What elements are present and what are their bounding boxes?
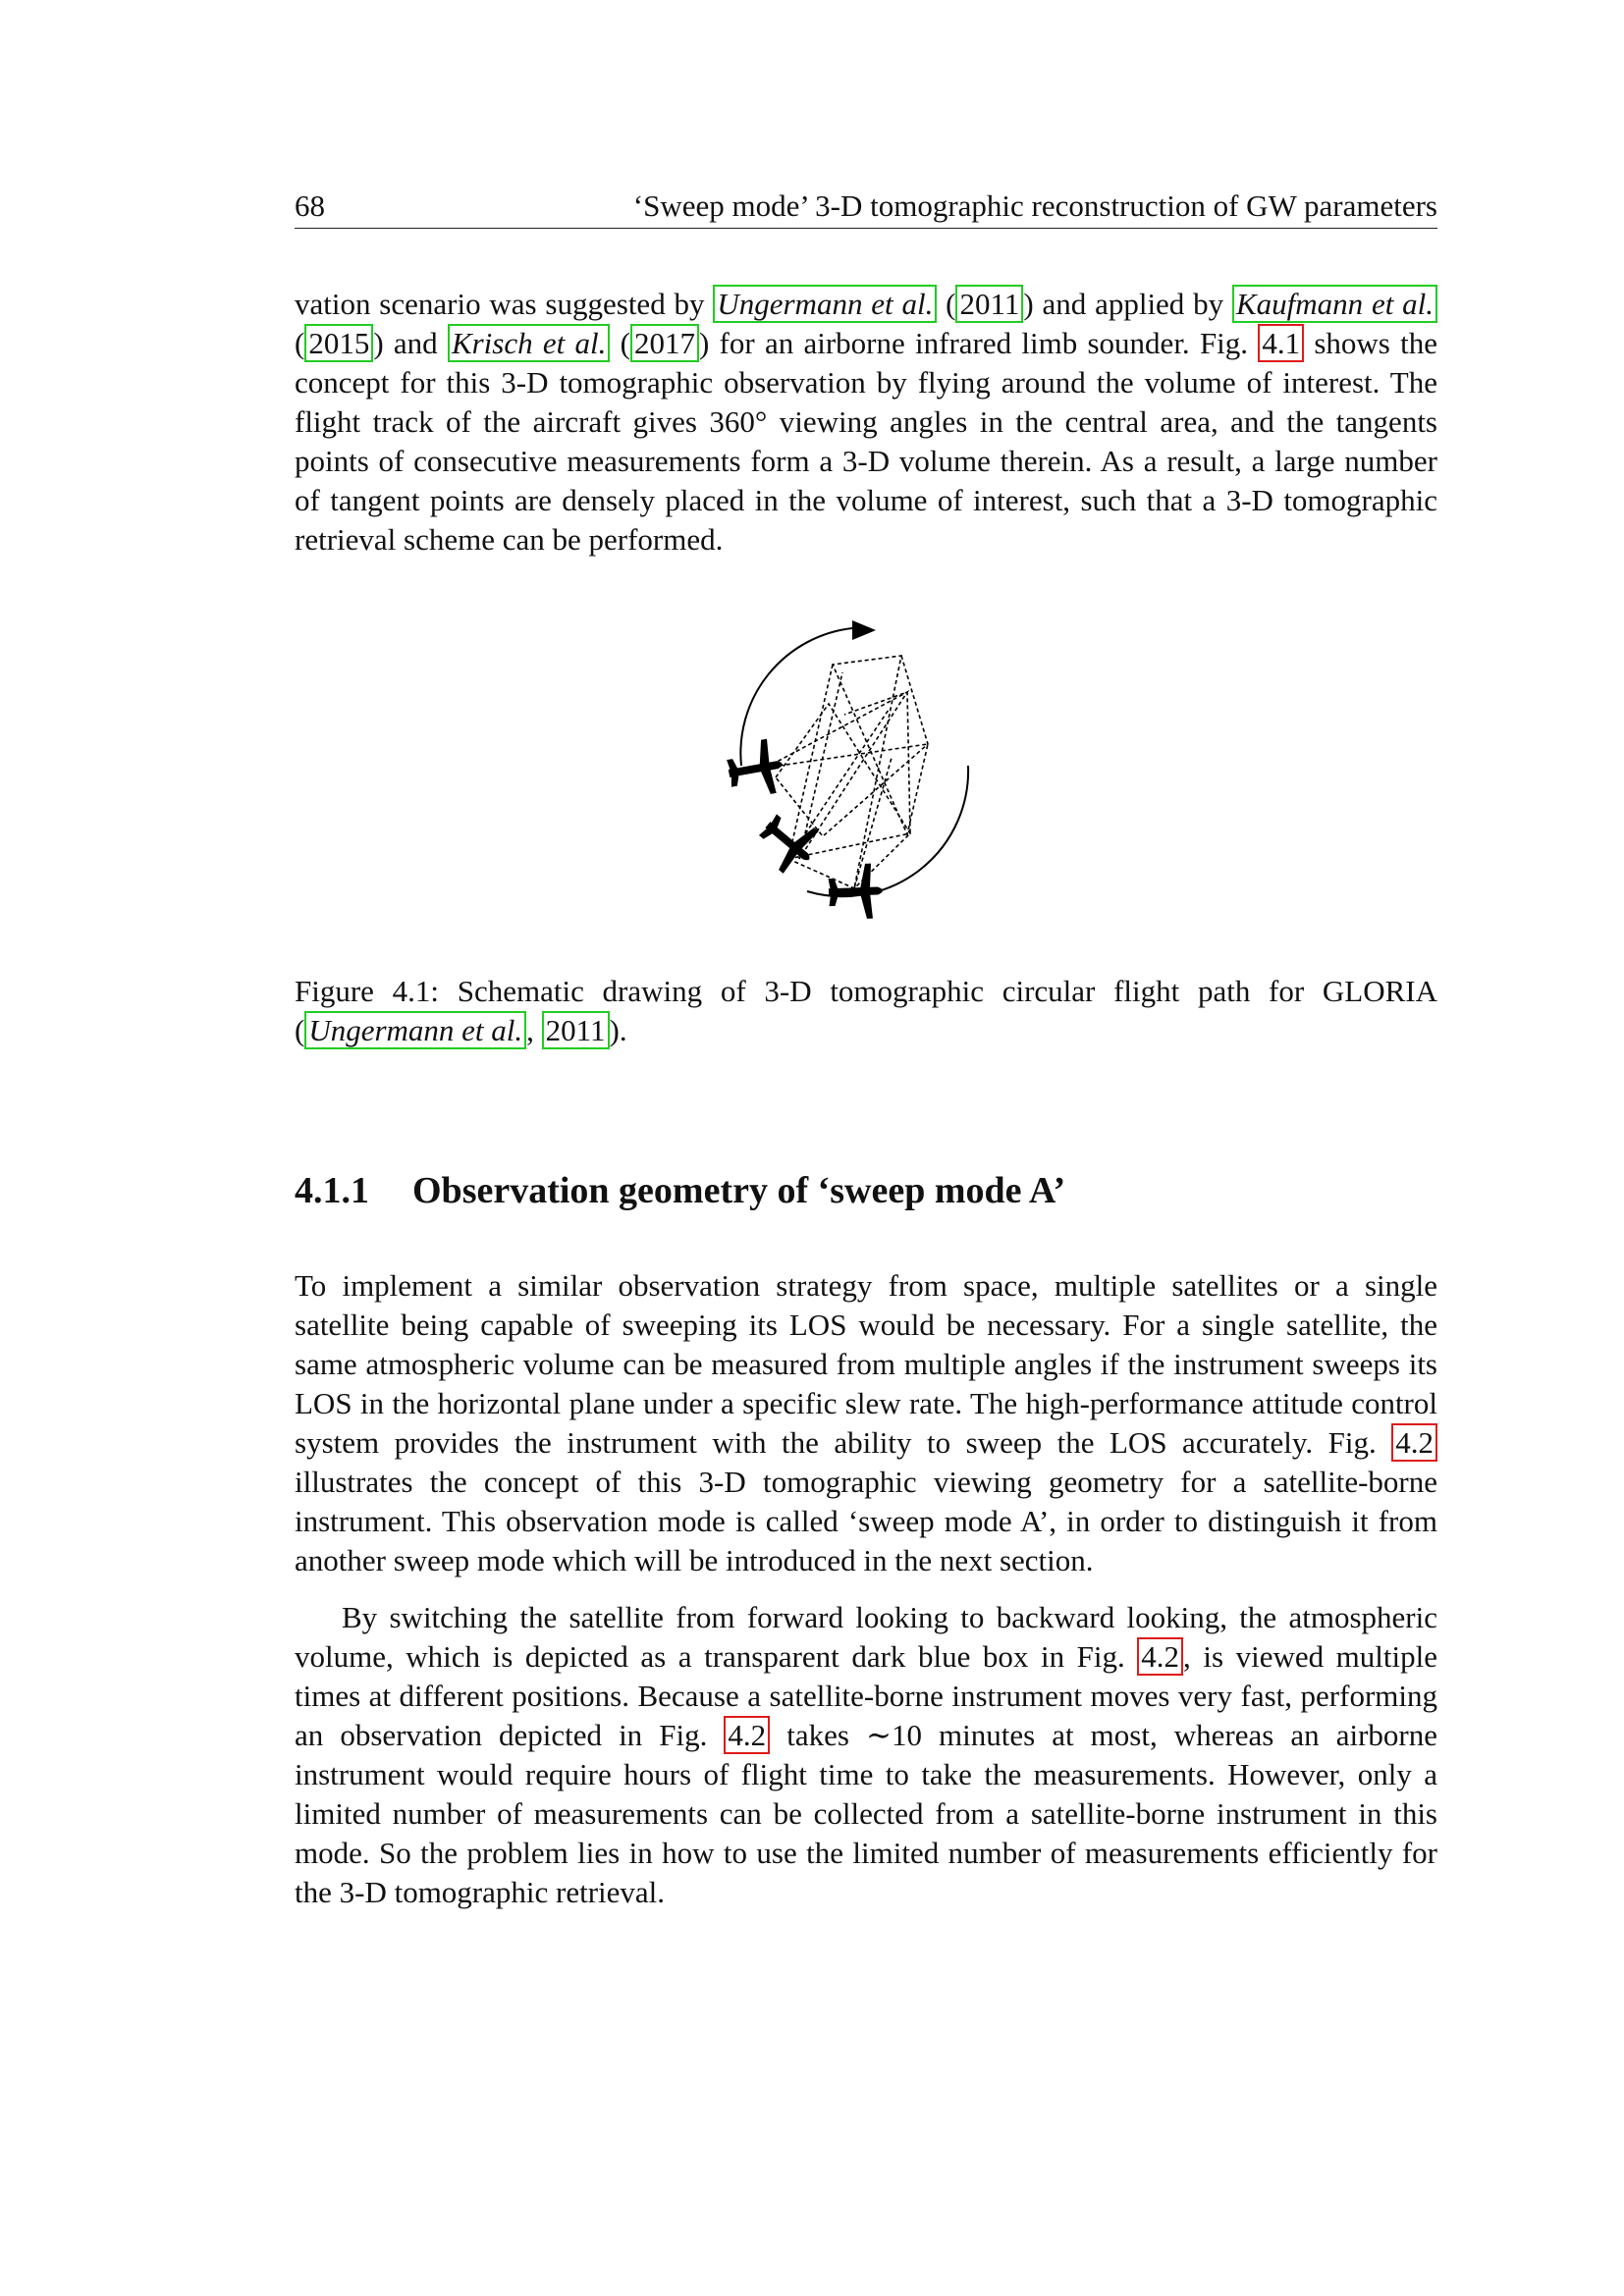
running-header — [295, 187, 1437, 229]
aircraft-icon-3 — [828, 863, 884, 920]
figure-ref-4-2[interactable]: 4.2 — [724, 1716, 770, 1754]
section-title: Observation geometry of ‘sweep mode A’ — [412, 1170, 1066, 1211]
paragraph-observation-strategy: To implement a similar observation strategy from space, multiple satellites or a single satellite being capable of sweeping its LOS would be necessary. For a single satellite, the same atmospheric volume can be measured from multiple angles if the instrument sweeps its LOS in the horizontal plane under a specific slew rate. The high-performance attitude control system provides the instrument with the ability to sweep the LOS accurately. Fig. 4.2 illustrates the concept of this 3-D tomographic viewing geometry for a satellite-borne instrument. This observation mode is called ‘sweep mode A’, in order to distinguish it from another sweep mode which will be introduced in the next section. — [295, 1268, 1437, 1577]
caption-citation-author[interactable]: Ungermann et al. — [304, 1011, 526, 1049]
direction-arrow-head — [852, 620, 876, 640]
running-title: ‘Sweep mode’ 3-D tomographic reconstruction of GW parameters — [632, 188, 1437, 223]
citation-ungermann-author[interactable]: Ungermann et al. — [713, 285, 937, 323]
figure-4-1 — [687, 609, 1041, 942]
aircraft-icon-2 — [750, 804, 827, 881]
flight-track-arc-upper — [740, 628, 852, 766]
aircraft-icon-1 — [725, 737, 787, 801]
page-number: 68 — [295, 188, 325, 223]
citation-krisch-author[interactable]: Krisch et al. — [448, 324, 610, 362]
paragraph-intro: vation scenario was suggested by Ungermann et al. ( 2011 ) and applied by Kaufmann et al. ( 2015 ) and Krisch et al. ( 2017 ) for an airborne infrared limb sounder. Fig. 4.1 shows the concept for this 3-D tomographic observation by flying around the volume of interest. The flight track of the aircraft gives 360° viewing angles in the central area, and the tangents points of consecutive measurements form a 3-D volume therein. As a result, a large number of tangent points are densely placed in the volume of interest, such that a 3-D tomographic retrieval scheme can be performed. — [295, 287, 1437, 557]
section-number: 4.1.1 — [295, 1170, 369, 1211]
flight-path-diagram — [687, 609, 1041, 942]
citation-krisch-year[interactable]: 2017 — [630, 324, 699, 362]
flight-track-arc-lower — [807, 766, 968, 896]
figure-ref-4-2[interactable]: 4.2 — [1137, 1637, 1183, 1676]
caption-citation-year[interactable]: 2011 — [542, 1011, 610, 1049]
figure-caption: Figure 4.1: Schematic drawing of 3-D tomographic circular flight path for GLORIA ( Ungermann et al. , 2011 ). — [295, 974, 1437, 1047]
section-heading — [295, 1166, 1437, 1215]
figure-ref-4-2[interactable]: 4.2 — [1391, 1423, 1437, 1462]
paragraph-switching: By switching the satellite from forward looking to backward looking, the atmospheric volume, which is depicted as a transparent dark blue box in Fig. 4.2 , is viewed multiple times at different positions. Because a satellite-borne instrument moves very fast, performing an observation depicted in Fig. 4.2 takes ∼10 minutes at most, whereas an airborne instrument would require hours of flight time to take the measurements. However, only a limited number of measurements can be collected from a satellite-borne instrument in this mode. So the problem lies in how to use the limited number of measurements efficiently for the 3-D tomographic retrieval. — [295, 1600, 1437, 1909]
citation-kaufmann-year[interactable]: 2015 — [304, 324, 373, 362]
citation-ungermann-year[interactable]: 2011 — [955, 285, 1023, 323]
figure-ref-4-1[interactable]: 4.1 — [1258, 324, 1304, 362]
citation-kaufmann-author[interactable]: Kaufmann et al. — [1232, 285, 1437, 323]
